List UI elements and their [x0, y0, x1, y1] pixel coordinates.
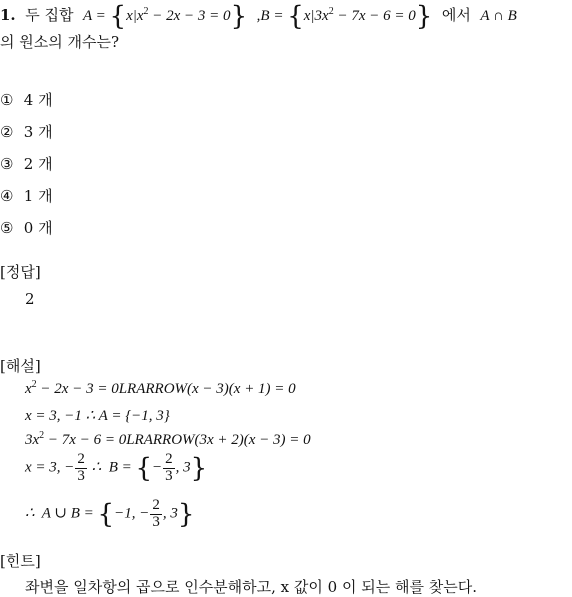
intersection-expression: A ∩ B [480, 8, 517, 24]
question-line-1 [0, 1, 517, 32]
explanation-line-5: ∴ A ∪ B = {−1, − $\frac{2}{3}$ , 3} [25, 497, 195, 530]
question-number: 1. [0, 6, 16, 24]
option-marker: ② [0, 123, 14, 141]
option-2[interactable] [0, 121, 53, 142]
question-lead-text: 두 집합 [25, 6, 74, 24]
hint-text: 좌변을 일차항의 곱으로 인수분해하고, x 값이 0 이 되는 해를 찾는다. [25, 578, 477, 596]
question-line-2: 의 원소의 개수는? [0, 33, 120, 51]
option-label: 4 개 [23, 91, 53, 109]
set-a-definition: $A = \{x|x^2 - 2x - 3 = 0\}$ [83, 1, 248, 32]
option-marker: ③ [0, 155, 14, 173]
option-3[interactable] [0, 153, 53, 174]
explanation-line-3: $3x^2 - 7x - 6$ = 0LRARROW(3x + 2)(x − 3) = 0 [25, 430, 311, 448]
option-label: 1 개 [23, 187, 53, 205]
answer-heading: [정답] [0, 263, 41, 281]
answer-value: 2 [25, 290, 35, 308]
question-mid-text: 에서 [441, 6, 471, 24]
option-marker: ⑤ [0, 219, 14, 237]
option-marker: ④ [0, 187, 14, 205]
explanation-line-2: x = 3, −1 ∴ A = {−1, 3} [25, 408, 170, 424]
explanation-line-1: $x^2 - 2x - 3$ = 0LRARROW(x − 3)(x + 1) = 0 [25, 379, 296, 397]
option-4[interactable] [0, 185, 53, 206]
set-b-definition: $,B = \{x|3x^2 - 7x - 6 = 0\}$ [256, 1, 433, 32]
option-label: 2 개 [23, 155, 53, 173]
option-label: 0 개 [23, 219, 53, 237]
hint-heading: [힌트] [0, 552, 41, 570]
option-label: 3 개 [23, 123, 53, 141]
explanation-line-4: x = 3, − $\frac{2}{3}$ ∴ B = {− $\frac{2}{3}$ , 3} [25, 451, 208, 484]
option-marker: ① [0, 91, 14, 109]
option-1[interactable] [0, 89, 53, 110]
explanation-heading: [해설] [0, 357, 41, 375]
option-5[interactable] [0, 217, 53, 238]
